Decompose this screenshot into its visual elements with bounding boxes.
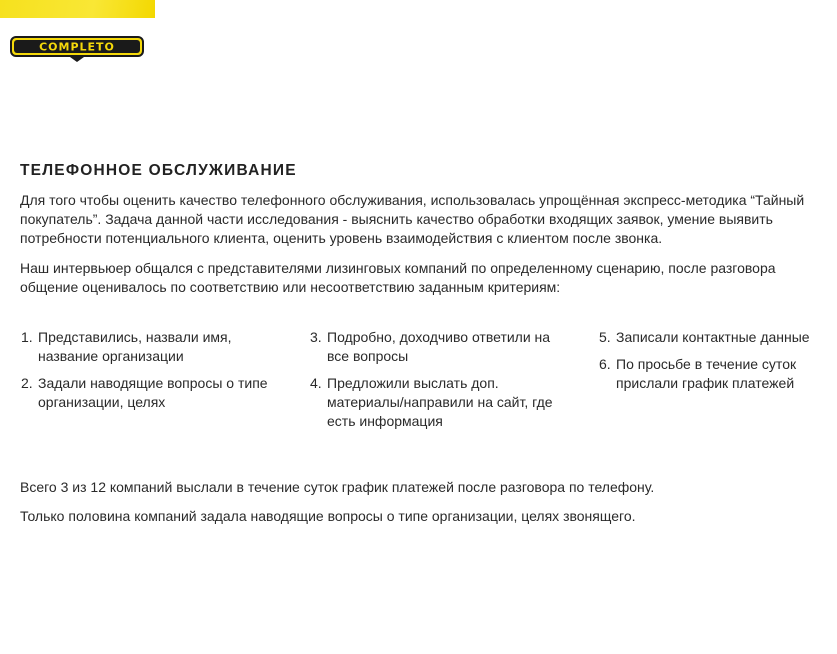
list-item xyxy=(310,328,570,366)
summary-line-1: Всего 3 из 12 компаний выслали в течение суток график платежей после разговора по телефону. xyxy=(20,479,655,495)
list-item xyxy=(599,328,835,347)
list-item xyxy=(599,355,835,393)
item-number: 6. xyxy=(599,356,611,372)
item-text: Задали наводящие вопросы о типе организации, целях xyxy=(38,375,268,410)
item-number: 4. xyxy=(310,375,322,391)
item-text: Представились, назвали имя, название организации xyxy=(38,329,232,364)
item-text: Предложили выслать доп. материалы/направили на сайт, где есть информация xyxy=(327,375,553,429)
criteria-list-column-3 xyxy=(599,328,835,401)
decorative-top-strip xyxy=(0,0,155,18)
item-number: 2. xyxy=(21,375,33,391)
logo-badge-icon xyxy=(10,36,144,64)
completo-logo xyxy=(10,36,144,62)
item-text: Подробно, доходчиво ответили на все вопросы xyxy=(327,329,551,364)
summary-line-2: Только половина компаний задала наводящие вопросы о типе организации, целях звонящего. xyxy=(20,508,636,524)
item-number: 3. xyxy=(310,329,322,345)
item-number: 1. xyxy=(21,329,33,345)
scenario-paragraph: Наш интервьюер общался с представителями лизинговых компаний по определенному сценарию, после разговора общение оценивалось по соответствию или несоответствию заданным критериям: xyxy=(20,260,776,295)
section-title: ТЕЛЕФОННОЕ ОБСЛУЖИВАНИЕ xyxy=(20,162,297,179)
item-number: 5. xyxy=(599,329,611,345)
intro-paragraph: Для того чтобы оценить качество телефонного обслуживания, использовалась упрощённая экспресс-методика “Тайный покупатель”. Задача данной части исследования - выяснить качество обработки входящих заявок, умение выявить потребности потенциального клиента, оценить уровень взаимодействия с клиентом после звонка. xyxy=(20,192,805,246)
list-item xyxy=(21,374,291,412)
logo-text: COMPLETO xyxy=(39,40,115,54)
list-item xyxy=(21,328,291,366)
criteria-list-column-2 xyxy=(310,328,570,439)
item-text: По просьбе в течение суток прислали график платежей xyxy=(616,356,797,391)
item-text: Записали контактные данные xyxy=(616,329,810,345)
list-item xyxy=(310,374,570,431)
criteria-list-column-1 xyxy=(21,328,291,420)
